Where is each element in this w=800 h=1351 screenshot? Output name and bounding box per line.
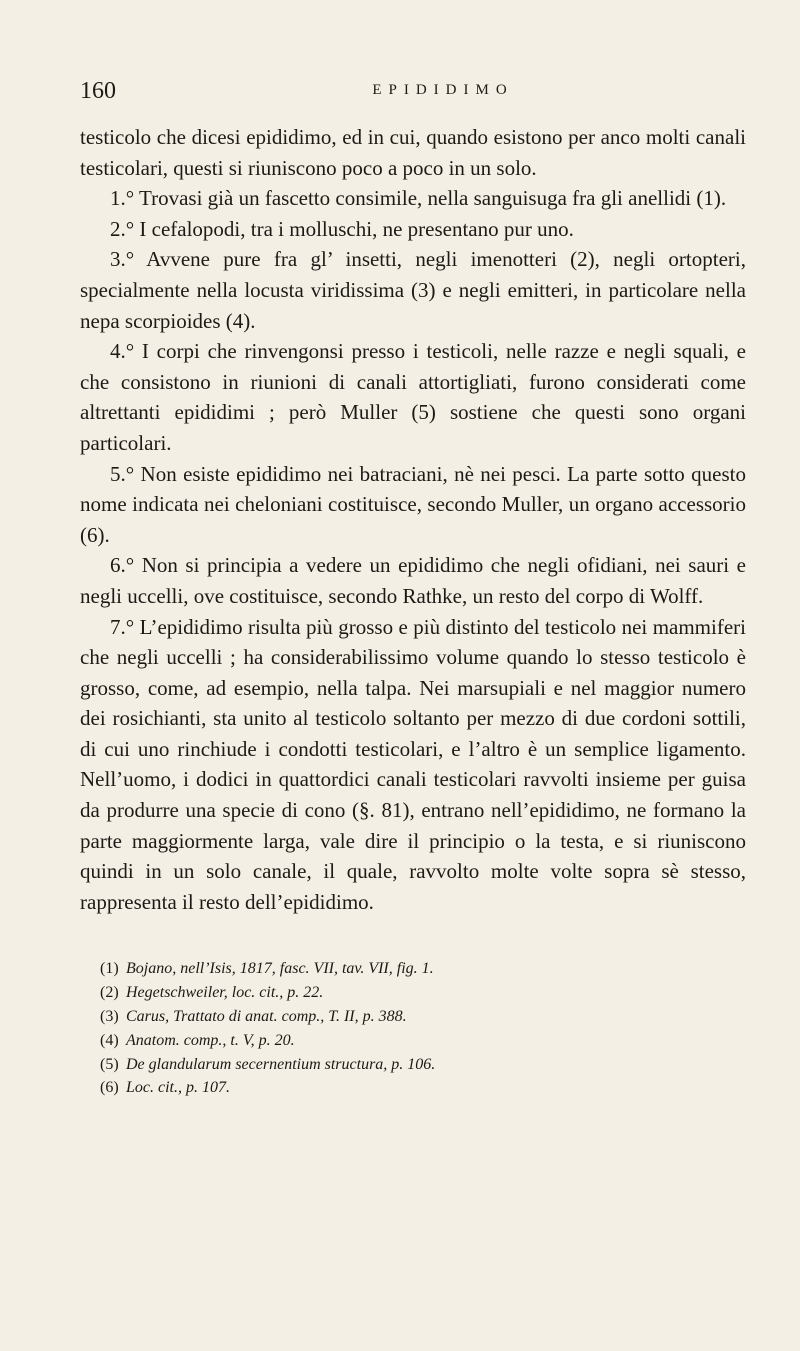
page-number: 160 [80,78,116,104]
footnote-text: Anatom. comp., t. V, p. 20. [126,1031,295,1049]
footnote: (2) Hegetschweiler, loc. cit., p. 22. [100,984,324,1002]
footnote: (5) De glandularum secernentium structura, p. 106. [100,1055,436,1073]
footnote-text: Bojano, nell’Isis, 1817, fasc. VII, tav. VII, fig. 1. [126,960,434,978]
paragraph-1: 1.° Trovasi già un fascetto consimile, nella sanguisuga fra gli anellidi (1). [110,186,727,211]
running-title: EPIDIDIMO [372,82,514,98]
paragraph-6: 6.° Non si principia a vedere un epididimo che negli ofidiani, nei sauri e negli uccelli, ove costituisce, secondo Rathke, un resto del corpo di Wolff. [80,553,746,608]
footnote-text: Hegetschweiler, loc. cit., p. 22. [126,984,324,1002]
footnote: (3) Carus, Trattato di anat. comp., T. II, p. 388. [100,1008,407,1026]
footnote-text: Loc. cit., p. 107. [126,1079,230,1097]
paragraph-7: 7.° L’epididimo risulta più grosso e più distinto del testicolo nei mammiferi che negli uccelli ; ha considerabilissimo volume quando lo stesso testicolo è grosso, come, ad esempio, nella talpa. Nei marsupiali e nel maggior numero dei rosichianti, sta unito al testicolo soltanto per mezzo di due cordoni sottili, di cui uno rinchiude i condotti testicolari, e l’altro è un semplice ligamento. Nell’uomo, i dodici in quattordici canali testicolari ravvolti insieme per guisa da produrre una specie di cono (§. 81), entrano nell’epididimo, ne formano la parte maggiormente larga, vale dire il principio o la testa, e si riuniscono quindi in un solo canale, il quale, ravvolto molte volte sopra sè stesso, rappresenta il resto dell’epididimo. [80,614,746,914]
footnote: (1) Bojano, nell’Isis, 1817, fasc. VII, tav. VII, fig. 1. [100,960,434,978]
paragraph-4: 4.° I corpi che rinvengonsi presso i testicoli, nelle razze e negli squali, e che consistono in riunioni di canali attortigliati, furono considerati come altrettanti epididimi ; però Muller (5) sostiene che questi sono organi particolari. [80,339,746,455]
footnote: (6) Loc. cit., p. 107. [100,1079,230,1097]
footnote: (4) Anatom. comp., t. V, p. 20. [100,1031,295,1049]
paragraph-3: 3.° Avvene pure fra gl’ insetti, negli imenotteri (2), negli ortopteri, specialmente nella locusta viridissima (3) e negli emitteri, in particolare nella nepa scorpioides (4). [80,247,746,333]
paragraph-5: 5.° Non esiste epididimo nei batraciani, nè nei pesci. La parte sotto questo nome indicata nei cheloniani costituisce, secondo Muller, un organo accessorio (6). [80,461,746,547]
paragraph-intro: testicolo che dicesi epididimo, ed in cui, quando esistono per anco molti canali testicolari, questi si riuniscono poco a poco in un solo. [80,125,746,180]
page-header [80,78,746,108]
footnote-text: Carus, Trattato di anat. comp., T. II, p. 388. [126,1008,407,1026]
footnote-text: De glandularum secernentium structura, p. 106. [126,1055,436,1073]
body-text [80,122,746,917]
footnotes [80,957,746,1100]
paragraph-2: 2.° I cefalopodi, tra i molluschi, ne presentano pur uno. [110,216,574,241]
